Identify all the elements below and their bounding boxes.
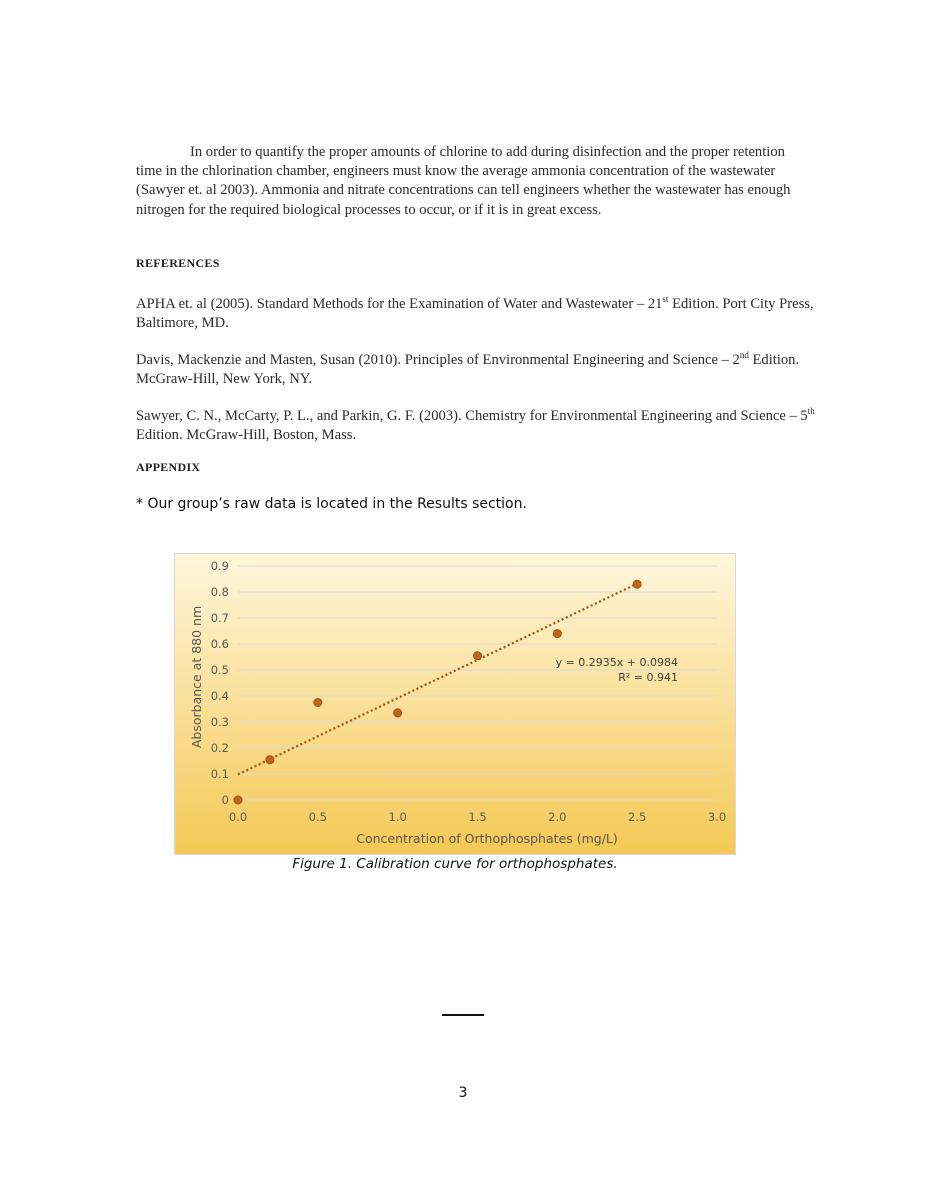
y-tick-label: 0.3 (210, 715, 229, 729)
x-tick-label: 3.0 (707, 810, 727, 824)
data-point (553, 630, 561, 638)
data-point (266, 756, 274, 764)
y-tick-label: 0.4 (210, 689, 229, 703)
reference-item: Davis, Mackenzie and Masten, Susan (2010). Principles of Environmental Engineering and Science – 2nd Edition. McGraw-Hill, New York, NY. (136, 350, 800, 388)
y-tick-label: 0.8 (210, 585, 229, 599)
data-point (474, 652, 482, 660)
y-tick-label: 0 (221, 793, 229, 807)
y-tick-label: 0.5 (210, 663, 229, 677)
references-heading: REFERENCES (136, 256, 220, 270)
y-tick-label: 0.1 (210, 767, 229, 781)
footer-rule (442, 1014, 484, 1016)
appendix-note: * Our group’s raw data is located in the Results section. (136, 496, 527, 512)
x-axis-label: Concentration of Orthophosphates (mg/L) (356, 831, 618, 846)
data-point (633, 580, 641, 588)
y-axis-label: Absorbance at 880 nm (189, 605, 204, 749)
y-tick-label: 0.2 (210, 741, 229, 755)
x-tick-label: 2.5 (628, 810, 647, 824)
x-tick-label: 0.5 (308, 810, 327, 824)
trendline-equation: y = 0.2935x + 0.0984 (555, 656, 678, 669)
reference-item: Sawyer, C. N., McCarty, P. L., and Parkin, G. F. (2003). Chemistry for Environmental Engineering and Science – 5th Edition. McGraw-Hill, Boston, Mass. (136, 406, 815, 444)
appendix-heading: APPENDIX (136, 460, 201, 474)
x-tick-label: 1.0 (388, 810, 407, 824)
y-tick-label: 0.6 (210, 637, 229, 651)
x-tick-label: 1.5 (468, 810, 487, 824)
y-tick-label: 0.7 (210, 611, 229, 625)
calibration-chart (174, 553, 736, 855)
x-tick-label: 0.0 (228, 810, 248, 824)
intro-paragraph: In order to quantify the proper amounts of chlorine to add during disinfection and the proper retention time in the chlorination chamber, engineers must know the average ammonia concentration of the wastewater (Sawyer et. al 2003). Ammonia and nitrate concentrations can tell engineers whether the wastewater has enough nitrogen for the required biological processes to occur, or if it is in great excess. (136, 144, 791, 218)
r-squared-label: R² = 0.941 (618, 671, 678, 684)
chart-background (175, 554, 736, 855)
data-point (234, 796, 242, 804)
x-tick-label: 2.0 (548, 810, 567, 824)
page-number: 3 (458, 1085, 468, 1101)
reference-item: APHA et. al (2005). Standard Methods for the Examination of Water and Wastewater – 21st Edition. Port City Press, Baltimore, MD. (136, 294, 814, 332)
figure-caption: Figure 1. Calibration curve for orthophosphates. (292, 856, 618, 872)
y-tick-label: 0.9 (210, 559, 229, 573)
data-point (394, 709, 402, 717)
data-point (314, 699, 322, 707)
